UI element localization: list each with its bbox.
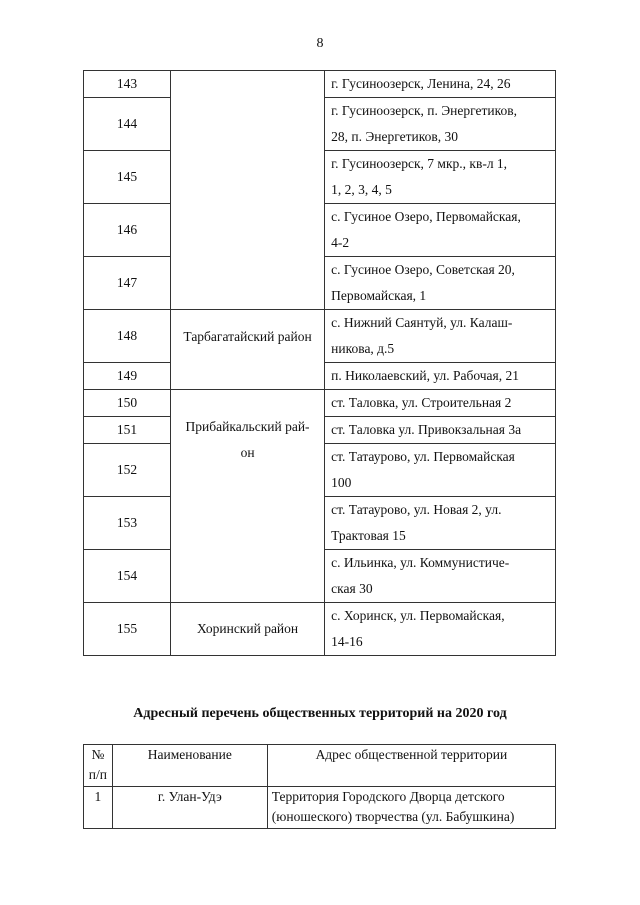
address-cell <box>325 444 556 497</box>
district-name: он <box>240 445 255 460</box>
address-line: ст. Таловка, ул. Строительная 2 <box>331 395 512 410</box>
address-cell <box>325 151 556 204</box>
row-number: 149 <box>84 363 171 390</box>
address-line: Первомайская, 1 <box>331 288 427 303</box>
address-table <box>83 70 556 656</box>
section-title: Адресный перечень общественных территорий на 2020 год <box>133 706 507 721</box>
address-line: ст. Таловка ул. Привокзальная 3а <box>331 422 522 437</box>
header-address: Адрес общественной территории <box>267 745 555 787</box>
header-text: № <box>91 747 105 762</box>
address-line: ст. Татаурово, ул. Первомайская <box>331 449 515 464</box>
address-line: г. Гусиноозерск, 7 мкр., кв-л 1, <box>331 156 508 171</box>
address-line: 1, 2, 3, 4, 5 <box>331 182 392 197</box>
table-row <box>84 390 556 417</box>
address-cell <box>325 550 556 603</box>
address-line: 100 <box>331 475 352 490</box>
table-row <box>84 71 556 98</box>
address-cell <box>325 497 556 550</box>
row-number: 152 <box>84 444 171 497</box>
district-cell <box>170 390 324 603</box>
row-number: 144 <box>84 98 171 151</box>
address-cell <box>325 310 556 363</box>
row-number: 145 <box>84 151 171 204</box>
address-line: ская 30 <box>331 581 373 596</box>
public-territories-table <box>83 744 556 829</box>
header-number <box>84 745 113 787</box>
row-number: 155 <box>84 603 171 656</box>
table-row <box>84 787 556 829</box>
address-line: (юношеского) творчества (ул. Бабушкина) <box>271 809 515 824</box>
territory-address <box>267 787 555 829</box>
address-cell <box>325 603 556 656</box>
address-cell <box>325 417 556 444</box>
address-line: 28, п. Энергетиков, 30 <box>331 129 458 144</box>
row-number: 148 <box>84 310 171 363</box>
address-line: с. Гусиное Озеро, Советская 20, <box>331 262 515 277</box>
page-number: 8 <box>316 36 324 51</box>
address-line: никова, д.5 <box>331 341 395 356</box>
address-line: п. Николаевский, ул. Рабочая, 21 <box>331 368 519 383</box>
header-text: п/п <box>88 767 107 782</box>
table-row <box>84 310 556 363</box>
row-number: 143 <box>84 71 171 98</box>
row-number: 146 <box>84 204 171 257</box>
address-cell <box>325 204 556 257</box>
district-name: Хоринский район <box>196 621 299 636</box>
row-number: 150 <box>84 390 171 417</box>
district-cell <box>170 310 324 390</box>
address-line: 4-2 <box>331 235 350 250</box>
address-line: г. Гусиноозерск, п. Энергетиков, <box>331 103 517 118</box>
district-name: Тарбагатайский район <box>183 329 312 344</box>
table-row <box>84 603 556 656</box>
address-cell <box>325 390 556 417</box>
address-line: с. Ильинка, ул. Коммунистиче- <box>331 555 510 570</box>
row-number: 153 <box>84 497 171 550</box>
address-line: с. Хоринск, ул. Первомайская, <box>331 608 505 623</box>
district-cell <box>170 603 324 656</box>
address-line: с. Гусиное Озеро, Первомайская, <box>331 209 521 224</box>
table-header-row <box>84 745 556 787</box>
address-cell <box>325 257 556 310</box>
address-cell <box>325 98 556 151</box>
row-number: 147 <box>84 257 171 310</box>
territory-name: г. Улан-Удэ <box>112 787 267 829</box>
address-line: с. Нижний Саянтуй, ул. Калаш- <box>331 315 513 330</box>
address-line: 14-16 <box>331 634 363 649</box>
address-line: ст. Татаурово, ул. Новая 2, ул. <box>331 502 502 517</box>
row-number: 151 <box>84 417 171 444</box>
address-line: Территория Городского Дворца детского <box>271 789 505 804</box>
district-cell <box>170 71 324 310</box>
district-name: Прибайкальский рай- <box>185 419 310 434</box>
row-number: 154 <box>84 550 171 603</box>
address-cell <box>325 363 556 390</box>
address-line: Трактовая 15 <box>331 528 406 543</box>
header-name: Наименование <box>112 745 267 787</box>
address-cell <box>325 71 556 98</box>
row-number: 1 <box>84 787 113 829</box>
address-line: г. Гусиноозерск, Ленина, 24, 26 <box>331 76 511 91</box>
